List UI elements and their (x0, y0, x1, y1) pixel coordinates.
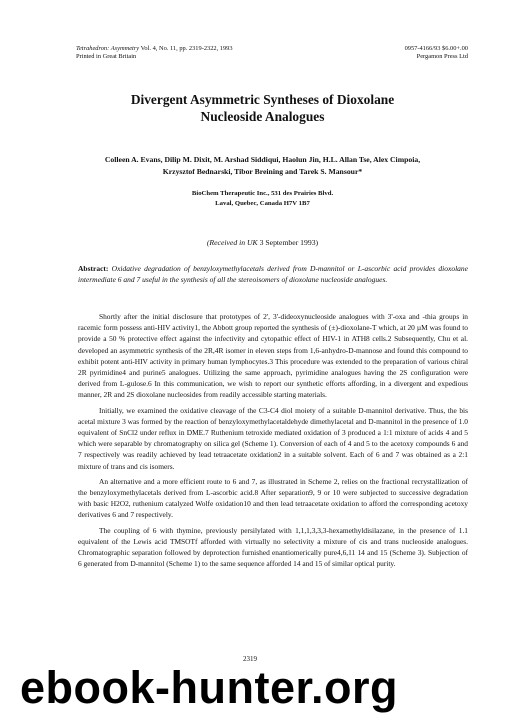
paragraph-1: Shortly after the initial disclosure that prototypes of 2', 3'-dideoxynucleoside analogues with 3'-oxa and -thia groups in racemic form possess anti-HIV activity1, the Abbott group reported the synthesis of (±)-dioxolane-T which, at 20 µM was found to provide a 50 % protective effect against the infectivity and cytopathic effect of HIV-1 in ATH8 cells.2 Subsequently, Chu et al. developed an asymmetric synthesis of the 2R,4R isomer in eleven steps from 1,6-anhydro-D-mannose and found this compound to exhibit potent anti-HIV activity in primary human lymphocytes.3 This procedure was extended to the preparation of various chiral 2R pyrimidine4 and purine5 analogues. Utilizing the same approach, pyrimidine analogues having the 2S configuration were derived from L-gulose.6 In this communication, we wish to report our synthetic efforts affording, in a divergent and expedious manner, 2R and 2S dioxolane nucleosides from readily accessible starting materials. (78, 312, 468, 400)
abstract-label: Abstract: (78, 264, 109, 273)
watermark: ebook-hunter.org (20, 662, 398, 713)
affiliation (0, 189, 525, 209)
title-line-2: Nucleoside Analogues (200, 109, 325, 124)
authors-line-2: Krzysztof Bednarski, Tibor Breining and Tarek S. Mansour* (162, 167, 363, 176)
paragraph-4: The coupling of 6 with thymine, previously persilylated with 1,1,1,3,3,3-hexamethyldisilazane, in the presence of 1.1 equivalent of the Lewis acid TMSOTf afforded with virtually no selectivity a mixture of cis and trans nucleoside analogues. Chromatographic separation followed by deprotection furnished enantiomerically pure4,6,11 14 and 15 (Scheme 3). Subjection of 6 generated from D-mannitol (Scheme 1) to the same sequence afforded 14 and 15 of similar optical purity. (78, 525, 468, 569)
journal-citation: Vol. 4, No. 11, pp. 2319-2322, 1993 (139, 45, 233, 52)
page-number: 2319 (243, 655, 257, 663)
abstract (78, 264, 468, 285)
received-date (0, 238, 525, 247)
printed-in: Printed in Great Britain (76, 53, 137, 61)
authors-line-1: Colleen A. Evans, Dilip M. Dixit, M. Arshad Siddiqui, Haolun Jin, H.L. Allan Tse, Alex Cimpoia, (104, 155, 421, 164)
journal-header (76, 45, 233, 62)
received-prefix: (Received in UK (206, 238, 258, 247)
author-list (60, 154, 465, 178)
affiliation-line-1: BioChem Therapeutic Inc., 531 des Prairies Blvd. (191, 190, 334, 197)
paper-title (0, 91, 525, 125)
paragraph-3: An alternative and a more efficient route to 6 and 7, as illustrated in Scheme 2, relies on the fractional recrystallization of the benzyloxymethylacetals derived from L-ascorbic acid.8 After separation9, 9 or 10 were subjected to successive degradation with basic H2O2, ruthenium catalyzed Wolfe oxidation10 and then lead tetraacetate oxidation to afford the corresponding acetoxy derivatives 6 and 7 respectively. (78, 476, 468, 520)
body-text (78, 311, 468, 573)
affiliation-line-2: Laval, Quebec, Canada H7V 1B7 (215, 200, 310, 207)
received-date-value: 3 September 1993) (257, 238, 319, 247)
abstract-text: Oxidative degradation of benzyloxymethylacetals derived from D-mannitol or L-ascorbic acid provides dioxolane intermediate 6 and 7 useful in the synthesis of all the stereoisomers of dioxolane nucleoside analogues. (78, 264, 469, 284)
publisher-name: Pergamon Press Ltd (416, 53, 468, 61)
title-line-1: Divergent Asymmetric Syntheses of Dioxolane (130, 92, 395, 107)
issn-price: 0957-4166/93 $6.00+.00 (404, 45, 468, 52)
paragraph-2: Initially, we examined the oxidative cleavage of the C3-C4 diol moiety of a suitable D-mannitol derivative. Thus, the bis acetal mixture 3 was formed by the reaction of benzyloxymethylacetaldehyde dimethylacetal and D-mannitol in the presence of 1.0 equivalent of SnCl2 under reflux in DME.7 Ruthenium tetroxide mediated oxidation of 3 produced a 1:1 mixture of acids 4 and 5 which were separable by chromatography on silica gel (Scheme 1). Conversion of each of 4 and 5 to the acetoxy compounds 6 and 7 respectively was readily achieved by lead tetraacetate oxidation2 in a suitable solvent. Each of 6 and 7 was obtained as a 2:1 mixture of trans and cis isomers. (78, 405, 468, 471)
publisher-header (405, 45, 468, 62)
journal-name: Tetrahedron: Asymmetry (76, 45, 140, 52)
